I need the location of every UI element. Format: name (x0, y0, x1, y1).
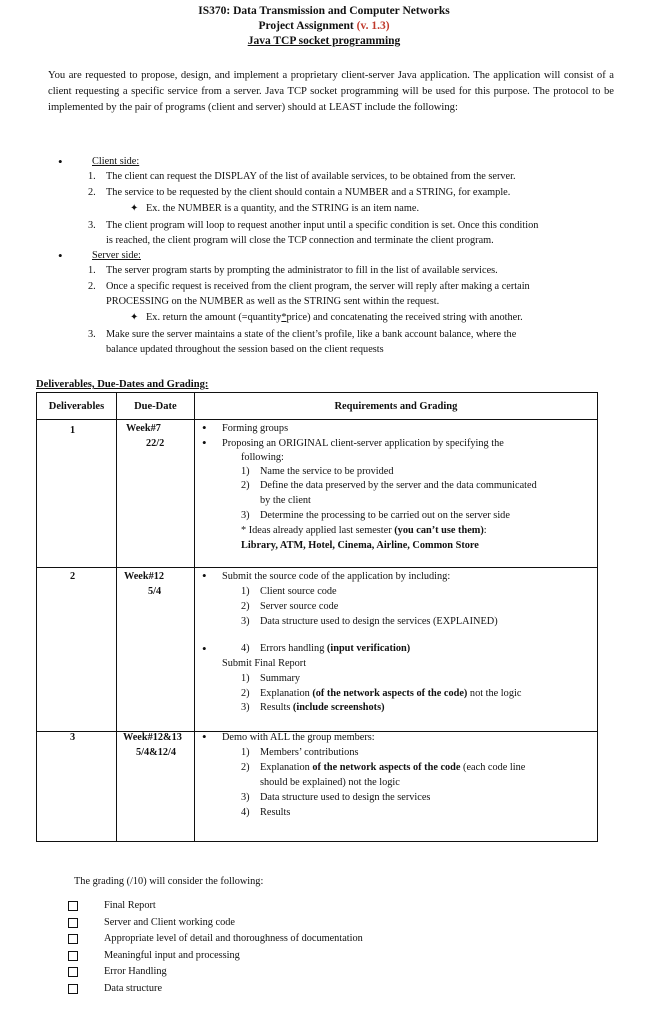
row3-item-4: Results (260, 807, 291, 818)
list-number: 2) (241, 601, 250, 612)
row1-note (241, 523, 487, 538)
row2-bullet-1: Submit the source code of the application by including: (222, 571, 451, 582)
list-number: 3) (241, 510, 250, 521)
row3-number: 3 (70, 732, 76, 743)
column-header-due-date: Due-Date (116, 393, 194, 420)
checkbox-icon (68, 918, 78, 928)
row3-bullet-1: Demo with ALL the group members: (222, 732, 375, 743)
deliverables-heading: Deliverables, Due-Dates and Grading: (36, 379, 209, 390)
server-item-3: Make sure the server maintains a state of the client’s profile, like a bank account balance, where the (106, 329, 517, 340)
bullet-icon: • (58, 154, 63, 169)
row3-item-2 (260, 760, 525, 775)
row3-item-2-pre: Explanation (260, 762, 313, 773)
list-number: 1. (88, 171, 96, 182)
row3-week: Week#12&13 (123, 732, 182, 743)
row1-note-pre: * Ideas already applied last semester (241, 525, 395, 536)
list-number: 1) (241, 673, 250, 684)
assignment-title (0, 19, 648, 34)
list-number: 1. (88, 265, 96, 276)
checkbox-icon (68, 984, 78, 994)
client-example: Ex. the NUMBER is a quantity, and the STRING is an item name. (146, 203, 420, 214)
row1-number: 1 (70, 425, 76, 436)
client-heading: Client side: (92, 156, 140, 167)
column-header-deliverables: Deliverables (37, 393, 117, 420)
row1-bullet-2: Proposing an ORIGINAL client-server application by specifying the (222, 438, 504, 449)
list-number: 4) (241, 807, 250, 818)
row2-date: 5/4 (148, 586, 162, 597)
grading-item-6: Data structure (104, 983, 163, 994)
row1-excluded-ideas: Library, ATM, Hotel, Cinema, Airline, Common Store (241, 540, 479, 551)
list-number: 3) (241, 702, 250, 713)
row2-report-2-post: not the logic (467, 688, 522, 699)
row2-week: Week#12 (124, 571, 165, 582)
list-number: 2) (241, 762, 250, 773)
client-item-3: The client program will loop to request another input until a specific condition is set. Once this condition (106, 220, 539, 231)
server-item-2-cont: PROCESSING on the NUMBER as well as the STRING sent within the request. (106, 296, 440, 307)
row3-date: 5/4&12/4 (136, 747, 177, 758)
checkbox-icon (68, 967, 78, 977)
row2-item-4-pre: Errors handling (260, 643, 327, 654)
row3-item-2-cont: should be explained) not the logic (260, 777, 400, 788)
course-title: IS370: Data Transmission and Computer Networks (198, 5, 450, 17)
grading-item-3: Appropriate level of detail and thoroughness of documentation (104, 933, 363, 944)
server-item-2: Once a specific request is received from the client program, the server will reply after making a certain (106, 281, 530, 292)
server-example-post: price) and concatenating the received string with another. (286, 312, 523, 323)
row3-item-2-post: (each code line (460, 762, 526, 773)
star-bullet-icon: ✦ (130, 203, 139, 214)
row1-item-2: Define the data preserved by the server and the data communicated (260, 480, 537, 491)
topic-title: Java TCP socket programming (247, 35, 401, 47)
checkbox-icon (68, 934, 78, 944)
bullet-icon: • (58, 248, 63, 263)
list-number: 3) (241, 792, 250, 803)
list-number: 3. (88, 220, 96, 231)
version-label: (v. 1.3) (356, 20, 390, 32)
server-item-3-cont: balance updated throughout the session based on the client requests (106, 344, 384, 355)
list-number: 4) (241, 643, 250, 654)
star-bullet-icon: ✦ (130, 312, 139, 323)
list-number: 1) (241, 586, 250, 597)
row2-report-1: Summary (260, 673, 301, 684)
server-item-1: The server program starts by prompting the administrator to fill in the list of available services. (106, 265, 498, 276)
row2-item-4-bold: (input verification) (326, 643, 411, 654)
column-header-requirements: Requirements and Grading (194, 393, 597, 420)
row2-item-1: Client source code (260, 586, 337, 597)
checkbox-icon (68, 951, 78, 961)
list-number: 1) (241, 466, 250, 477)
grading-item-1: Final Report (104, 900, 156, 911)
list-number: 2. (88, 281, 96, 292)
deliverable-cell (37, 568, 117, 732)
intro-paragraph: You are requested to propose, design, and implement a proprietary client-server Java application. The application will consist of a client requesting a specific service from a server. Java TCP socket programming will be used for this purpose. The protocol to be implemented by the pair of programs (client and server) should at LEAST include the following: (48, 70, 614, 114)
deliverable-cell (37, 732, 117, 842)
assignment-label: Project Assignment (258, 20, 354, 32)
server-example-star: * (281, 312, 287, 323)
row1-date: 22/2 (146, 438, 165, 449)
bullet-icon: • (202, 568, 207, 583)
list-number: 3. (88, 329, 96, 340)
bullet-icon: • (202, 435, 207, 450)
row2-item-2: Server source code (260, 601, 339, 612)
row3-item-2-bold: of the network aspects of the code (312, 762, 461, 773)
grading-item-5: Error Handling (104, 966, 167, 977)
row1-item-3: Determine the processing to be carried out on the server side (260, 510, 510, 521)
row2-report-2-pre: Explanation (260, 688, 313, 699)
row1-bullet-1: Forming groups (222, 423, 289, 434)
list-number: 2. (88, 187, 96, 198)
list-number: 3) (241, 616, 250, 627)
row1-note-post: : (483, 525, 487, 536)
row2-number: 2 (70, 571, 76, 582)
list-number: 1) (241, 747, 250, 758)
client-item-3-cont: is reached, the client program will close the TCP connection and terminate the client program. (106, 235, 494, 246)
row1-item-2-cont: by the client (260, 495, 311, 506)
deliverable-cell (37, 420, 117, 568)
row2-final-report: Submit Final Report (222, 658, 307, 669)
row2-report-3-bold: (include screenshots) (292, 702, 385, 713)
bullet-icon: • (202, 641, 207, 656)
server-heading: Server side: (92, 250, 141, 261)
client-item-1: The client can request the DISPLAY of the list of available services, to be obtained from the server. (106, 171, 516, 182)
server-example-pre: Ex. return the amount (=quantity (146, 312, 282, 323)
grading-item-2: Server and Client working code (104, 917, 235, 928)
row2-report-3-pre: Results (260, 702, 293, 713)
row3-item-1: Members’ contributions (260, 747, 359, 758)
client-item-2: The service to be requested by the client should contain a NUMBER and a STRING, for example. (106, 187, 511, 198)
grading-item-4: Meaningful input and processing (104, 950, 240, 961)
grading-intro: The grading (/10) will consider the following: (74, 876, 264, 887)
row1-bullet-2-cont: following: (241, 452, 284, 463)
row1-week: Week#7 (126, 423, 161, 434)
row1-item-1: Name the service to be provided (260, 466, 394, 477)
row2-item-3: Data structure used to design the services (EXPLAINED) (260, 616, 498, 627)
list-number: 2) (241, 480, 250, 491)
row2-report-2-bold: (of the network aspects of the code) (312, 688, 468, 699)
row2-item-4 (260, 641, 410, 656)
row2-report-2 (260, 686, 521, 701)
list-number: 2) (241, 688, 250, 699)
bullet-icon: • (202, 729, 207, 744)
row1-note-bold: (you can’t use them) (394, 525, 484, 536)
bullet-icon: • (202, 420, 207, 435)
table-header-row (37, 393, 598, 420)
row2-report-3 (260, 700, 385, 715)
checkbox-icon (68, 901, 78, 911)
row3-item-3: Data structure used to design the services (260, 792, 431, 803)
server-example (146, 310, 523, 325)
